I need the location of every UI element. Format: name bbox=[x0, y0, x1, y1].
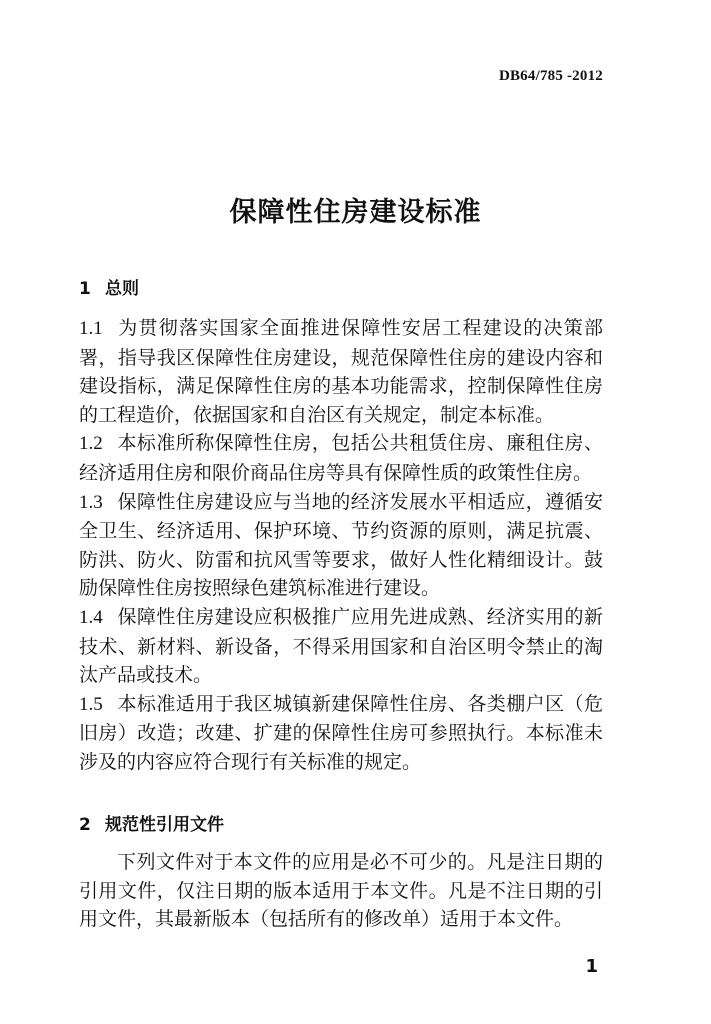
standard-code: DB64/785 -2012 bbox=[498, 68, 603, 84]
references-paragraph: 下列文件对于本文件的应用是必不可少的。凡是注日期的引用文件，仅注日期的版本适用于本文件。凡是不注日期的引用文件，其最新版本（包括所有的修改单）适用于本文件。 bbox=[79, 851, 603, 931]
clause-number: 1.2 bbox=[79, 433, 103, 455]
page-number: 1 bbox=[585, 956, 598, 977]
clause-1-4 bbox=[79, 603, 603, 690]
clause-number: 1.3 bbox=[79, 491, 103, 513]
section-title: 规范性引用文件 bbox=[105, 815, 224, 835]
section-heading-references bbox=[79, 810, 224, 835]
clause-number: 1.4 bbox=[79, 606, 103, 628]
clause-1-2 bbox=[79, 429, 603, 487]
clause-text: 为贯彻落实国家全面推进保障性安居工程建设的决策部署，指导我区保障性住房建设，规范保障性住房的建设内容和建设指标，满足保障性住房的基本功能需求，控制保障性住房的工程造价，依据国家和自治区有关规定，制定本标准。 bbox=[79, 317, 603, 426]
clause-number: 1.5 bbox=[79, 693, 103, 715]
section-heading-general bbox=[79, 274, 139, 299]
clause-text: 本标准适用于我区城镇新建保障性住房、各类棚户区（危旧房）改造；改建、扩建的保障性住房可参照执行。本标准未涉及的内容应符合现行有关标准的规定。 bbox=[79, 692, 603, 773]
section-title: 总则 bbox=[105, 279, 139, 299]
clause-text: 保障性住房建设应积极推广应用先进成熟、经济实用的新技术、新材料、新设备，不得采用国家和自治区明令禁止的淘汰产品或技术。 bbox=[79, 605, 603, 687]
clause-list bbox=[79, 314, 603, 777]
clause-text: 保障性住房建设应与当地的经济发展水平相适应，遵循安全卫生、经济适用、保护环境、节约资源的原则，满足抗震、防洪、防火、防雷和抗风雪等要求，做好人性化精细设计。鼓励保障性住房按照绿色建筑标准进行建设。 bbox=[79, 490, 603, 600]
section-number: 1 bbox=[79, 279, 91, 299]
clause-text: 本标准所称保障性住房，包括公共租赁住房、廉租住房、经济适用住房和限价商品住房等具有保障性质的政策性住房。 bbox=[79, 432, 603, 484]
page-title: 保障性住房建设标准 bbox=[229, 197, 482, 228]
references-paragraph-block bbox=[79, 848, 603, 934]
clause-1-5 bbox=[79, 690, 603, 777]
clause-1-3 bbox=[79, 488, 603, 603]
clause-1-1 bbox=[79, 314, 603, 429]
clause-number: 1.1 bbox=[79, 318, 103, 339]
section-number: 2 bbox=[79, 815, 91, 835]
